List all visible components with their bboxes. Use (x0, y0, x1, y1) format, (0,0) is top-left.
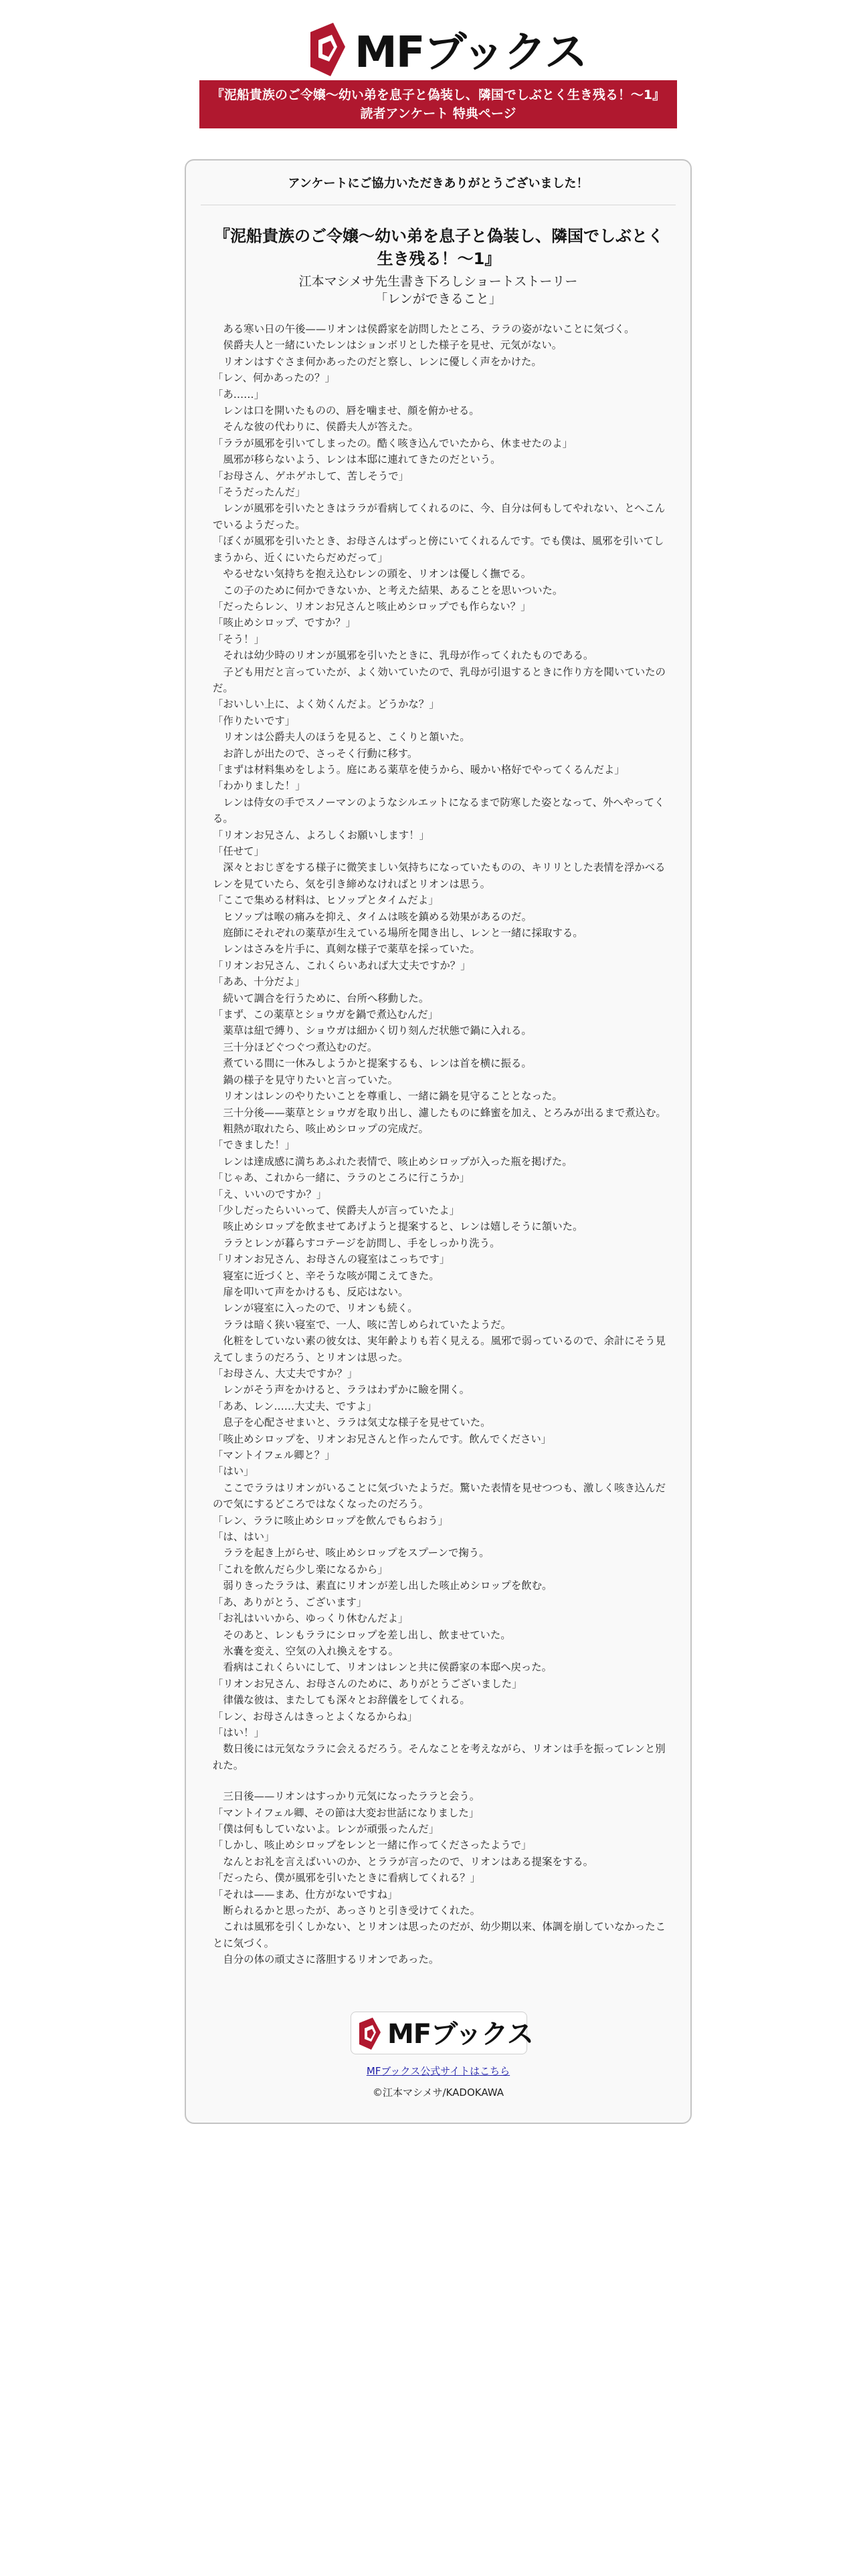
story-paragraph: 「しかし、咳止めシロップをレンと一緒に作ってくださったようで」 (213, 1839, 532, 1852)
story-paragraph: 化粧をしていない素の彼女は、実年齢よりも若く見える。風邪で弱っているので、余計にそう見えてしまうのだろう、とリオンは思った。 (213, 1335, 666, 1364)
story-paragraph: 息子を心配させまいと、ララは気丈な様子を見せていた。 (213, 1416, 491, 1429)
story-paragraph: 「マントイフェル卿、その節は大変お世話になりました」 (213, 1806, 480, 1819)
story-paragraph: 「咳止めシロップを、リオンお兄さんと作ったんです。飲んでください」 (213, 1432, 552, 1445)
story-paragraph: 侯爵夫人と一緒にいたレンはションボリとした様子を見せ、元気がない。 (213, 339, 563, 352)
story-paragraph: ララとレンが暮らすコテージを訪問し、手をしっかり洗う。 (213, 1237, 500, 1249)
mf-books-logo-icon (310, 23, 345, 76)
story-paragraph: 三日後——リオンはすっかり元気になったララと会う。 (213, 1790, 480, 1803)
footer-logo-text: MFブックス (387, 2019, 533, 2050)
logo-text: MFブックス (355, 28, 587, 78)
story-paragraph: 扉を叩いて声をかけるも、反応はない。 (213, 1285, 409, 1298)
story-paragraph: これは風邪を引くしかない、とリオンは思ったのだが、幼少期以来、体調を崩していなかったことに気づく。 (213, 1921, 666, 1949)
story-paragraph: 「あ、ありがとう、ございます」 (213, 1596, 367, 1608)
story-paragraph: 「レン、何かあったの？」 (213, 372, 335, 385)
story-paragraph: 子ども用だと言っていたが、よく効いていたので、乳母が引退するときに作り方を聞いていたのだ。 (213, 665, 666, 694)
mf-books-logo (304, 20, 587, 80)
story-paragraph: 氷嚢を変え、空気の入れ換えをする。 (213, 1644, 399, 1657)
story-paragraph: 「リオンお兄さん、よろしくお願いします！」 (213, 829, 430, 841)
story-paragraph: 「これを飲んだら少し楽になるから」 (213, 1563, 388, 1576)
story-paragraph: 弱りきったララは、素直にリオンが差し出した咳止めシロップを飲む。 (213, 1580, 553, 1592)
story-paragraph: レンは侍女の手でスノーマンのようなシルエットになるまで防寒した姿となって、外へやってくる。 (213, 796, 665, 825)
story-paragraph: ここでララはリオンがいることに気づいたようだ。驚いた表情を見せつつも、激しく咳き込んだので気にするどころではなくなったのだろう。 (213, 1481, 666, 1511)
story-paragraph: 粗熱が取れたら、咳止めシロップの完成だ。 (213, 1122, 429, 1135)
story-paragraph: レンは口を開いたものの、唇を噛ませ、顔を俯かせる。 (213, 405, 480, 417)
story-paragraph: リオンはすぐさま何かあったのだと察し、レンに優しく声をかけた。 (213, 355, 542, 368)
story-paragraph: 「マントイフェル卿と？」 (213, 1449, 335, 1462)
story-paragraph: 「お礼はいいから、ゆっくり休むんだよ」 (213, 1612, 409, 1625)
story-paragraph: 「咳止めシロップ、ですか？」 (213, 617, 356, 629)
story-paragraph: レンが寝室に入ったので、リオンも続く。 (213, 1302, 418, 1315)
story-paragraph: 「だったらレン、リオンお兄さんと咳止めシロップでも作らない？」 (213, 600, 531, 613)
story-paragraph: 「リオンお兄さん、お母さんのために、ありがとうございました」 (213, 1677, 522, 1690)
story-paragraph: 「わかりました！」 (213, 780, 306, 792)
story-paragraph: 「少しだったらいいって、侯爵夫人が言っていたよ」 (213, 1204, 460, 1216)
story-paragraph: レンはさみを片手に、真剣な様子で薬草を採っていた。 (213, 943, 480, 956)
story-paragraph: 鍋の様子を見守りたいと言っていた。 (213, 1073, 399, 1086)
story-paragraph: ある寒い日の午後——リオンは侯爵家を訪問したところ、ララの姿がないことに気づく。 (213, 323, 635, 335)
story-paragraph: それは幼少時のリオンが風邪を引いたときに、乳母が作ってくれたものである。 (213, 649, 594, 662)
story-paragraph: 「まず、この薬草とショウガを鍋で煮込むんだ」 (213, 1008, 439, 1021)
story-paragraph: 律儀な彼は、またしても深々とお辞儀をしてくれる。 (213, 1694, 470, 1707)
story-paragraph: 庭師にそれぞれの薬草が生えている場所を聞き出し、レンと一緒に採取する。 (213, 927, 583, 940)
story-paragraph: 「ああ、レン……大丈夫、ですよ」 (213, 1400, 377, 1412)
story-paragraph: 寝室に近づくと、辛そうな咳が聞こえてきた。 (213, 1269, 440, 1282)
story-paragraph: ララを起き上がらせ、咳止めシロップをスプーンで掬う。 (213, 1547, 490, 1560)
story-paragraph: 断られるかと思ったが、あっさりと引き受けてくれた。 (213, 1905, 481, 1917)
story-paragraph: 「それは——まあ、仕方がないですね」 (213, 1888, 398, 1901)
story-paragraph: 咳止めシロップを飲ませてあげようと提案すると、レンは嬉しそうに頷いた。 (213, 1220, 583, 1233)
story-subtitle: 「レンができること」 (375, 292, 502, 306)
story-paragraph: 「は、はい」 (213, 1531, 275, 1543)
story-paragraph: なんとお礼を言えばいいのか、とララが言ったので、リオンはある提案をする。 (213, 1855, 593, 1868)
story-author-line: 江本マシメサ先生書き下ろしショートストーリー (298, 274, 578, 289)
story-paragraph: 自分の体の頑丈さに落胆するリオンであった。 (213, 1953, 440, 1966)
story-paragraph: レンが風邪を引いたときはララが看病してくれるのに、今、自分は何もしてやれない、とへこんでいるようだった。 (213, 502, 666, 531)
story-paragraph: 「レン、ララに咳止めシロップを飲んでもらおう」 (213, 1514, 449, 1527)
mf-books-logo-graphic (304, 20, 587, 80)
content-card (185, 159, 692, 2124)
story-paragraph: 「ララが風邪を引いてしまったの。酷く咳き込んでいたから、休ませたのよ」 (213, 437, 573, 449)
footer-logo[interactable] (351, 2012, 533, 2054)
story-paragraph: 「レン、お母さんはきっとよくなるからね」 (213, 1710, 418, 1723)
story-paragraph: 「じゃあ、これから一緒に、ララのところに行こうか」 (213, 1172, 470, 1184)
story-paragraph: 「はい！」 (213, 1726, 264, 1739)
story-paragraph: 薬草は紐で縛り、ショウガは細かく切り刻んだ状態で鍋に入れる。 (213, 1025, 532, 1037)
story-paragraph: 「そうだったんだ」 (213, 486, 306, 499)
thanks-message: アンケートにご協力いただきありがとうございました！ (288, 177, 589, 191)
story-title: 『泥船貴族のご令嬢〜幼い弟を息子と偽装し、隣国でしぶとく生き残る！〜1』 (214, 227, 664, 268)
story-paragraph: レンは達成感に満ちあふれた表情で、咳止めシロップが入った瓶を掲げた。 (213, 1155, 573, 1168)
footer-logo-graphic (351, 2012, 533, 2054)
story-paragraph: 「リオンお兄さん、お母さんの寝室はこっちです」 (213, 1253, 450, 1266)
story-paragraph: やるせない気持ちを抱え込むレンの頭を、リオンは優しく撫でる。 (213, 568, 532, 580)
story-paragraph: この子のために何かできないか、と考えた結果、あることを思いついた。 (213, 584, 563, 597)
story-paragraph: 「ああ、十分だよ」 (213, 976, 305, 988)
story-paragraph: 深々とおじぎをする様子に微笑ましい気持ちになっていたものの、キリリとした表情を浮かべるレンを見ていたら、気を引き締めなければとリオンは思う。 (213, 861, 666, 890)
story-paragraph: リオンはレンのやりたいことを尊重し、一緒に鍋を見守ることとなった。 (213, 1090, 563, 1103)
story-paragraph: 「僕は何もしていないよ。レンが頑張ったんだ」 (213, 1822, 440, 1835)
story-paragraph: 「だったら、僕が風邪を引いたときに看病してくれる？」 (213, 1872, 481, 1885)
story-paragraph: 「ぼくが風邪を引いたとき、お母さんはずっと傍にいてくれるんです。でも僕は、風邪を引いてしまうから、近くにいたらだめだって」 (213, 535, 664, 564)
story-paragraph: そんな彼の代わりに、侯爵夫人が答えた。 (213, 421, 419, 433)
story-paragraph: 「任せて」 (213, 845, 264, 857)
story-paragraph: 「おいしい上に、よく効くんだよ。どうかな？」 (213, 698, 440, 711)
story-paragraph: 三十分後——薬草とショウガを取り出し、濾したものに蜂蜜を加え、とろみが出るまで煮込む。 (213, 1106, 666, 1119)
story-paragraph: 「お母さん、大丈夫ですか？」 (213, 1368, 358, 1380)
story-body (213, 321, 668, 1968)
page-title-banner: 『泥船貴族のご令嬢〜幼い弟を息子と偽装し、隣国でしぶとく生き残る！〜1』読者アンケート 特典ページ (199, 80, 677, 128)
story-paragraph: そのあと、レンもララにシロップを差し出し、飲ませていた。 (213, 1628, 511, 1641)
paragraph-gap (213, 1774, 668, 1788)
story-paragraph: 続いて調合を行うために、台所へ移動した。 (213, 992, 430, 1004)
story-paragraph: 「はい」 (213, 1465, 254, 1478)
story-paragraph: 「まずは材料集めをしよう。庭にある薬草を使うから、暖かい格好でやってくるんだよ」 (213, 763, 625, 776)
official-site-link[interactable]: MFブックス公式サイトはこちら (366, 2065, 510, 2077)
story-paragraph: ヒソップは喉の痛みを抑え、タイムは咳を鎮める効果があるのだ。 (213, 910, 532, 923)
story-paragraph: 三十分ほどぐつぐつ煮込むのだ。 (213, 1041, 378, 1053)
story-paragraph: 「作りたいです」 (213, 714, 296, 727)
story-paragraph: レンがそう声をかけると、ララはわずかに瞼を開く。 (213, 1384, 470, 1396)
story-paragraph: 「そう！」 (213, 633, 264, 645)
mf-books-footer-logo-icon (359, 2018, 381, 2050)
story-paragraph: 「できました！」 (213, 1139, 296, 1152)
story-paragraph: 「ここで集める材料は、ヒソップとタイムだよ」 (213, 894, 439, 907)
story-paragraph: 風邪が移らないよう、レンは本邸に連れてきたのだという。 (213, 453, 501, 466)
story-paragraph: 「リオンお兄さん、これくらいあれば大丈夫ですか？」 (213, 959, 471, 972)
story-paragraph: 煮ている間に一休みしようかと提案するも、レンは首を横に振る。 (213, 1057, 532, 1070)
story-paragraph: リオンは公爵夫人のほうを見ると、こくりと頷いた。 (213, 731, 470, 744)
story-paragraph: お許しが出たので、さっそく行動に移す。 (213, 747, 418, 760)
story-paragraph: 看病はこれくらいにして、リオンはレンと共に侯爵家の本邸へ戻った。 (213, 1661, 553, 1674)
story-paragraph: 「お母さん、ゲホゲホして、苦しそうで」 (213, 469, 409, 482)
story-paragraph: 数日後には元気なララに会えるだろう。そんなことを考えながら、リオンは手を振ってレンと別れた。 (213, 1743, 666, 1772)
story-paragraph: ララは暗く狭い寝室で、一人、咳に苦しめられていたようだ。 (213, 1318, 512, 1331)
story-paragraph: 「え、いいのですか？」 (213, 1188, 327, 1200)
story-paragraph: 「あ……」 (213, 388, 264, 401)
copyright: ©江本マシメサ/KADOKAWA (372, 2086, 504, 2099)
